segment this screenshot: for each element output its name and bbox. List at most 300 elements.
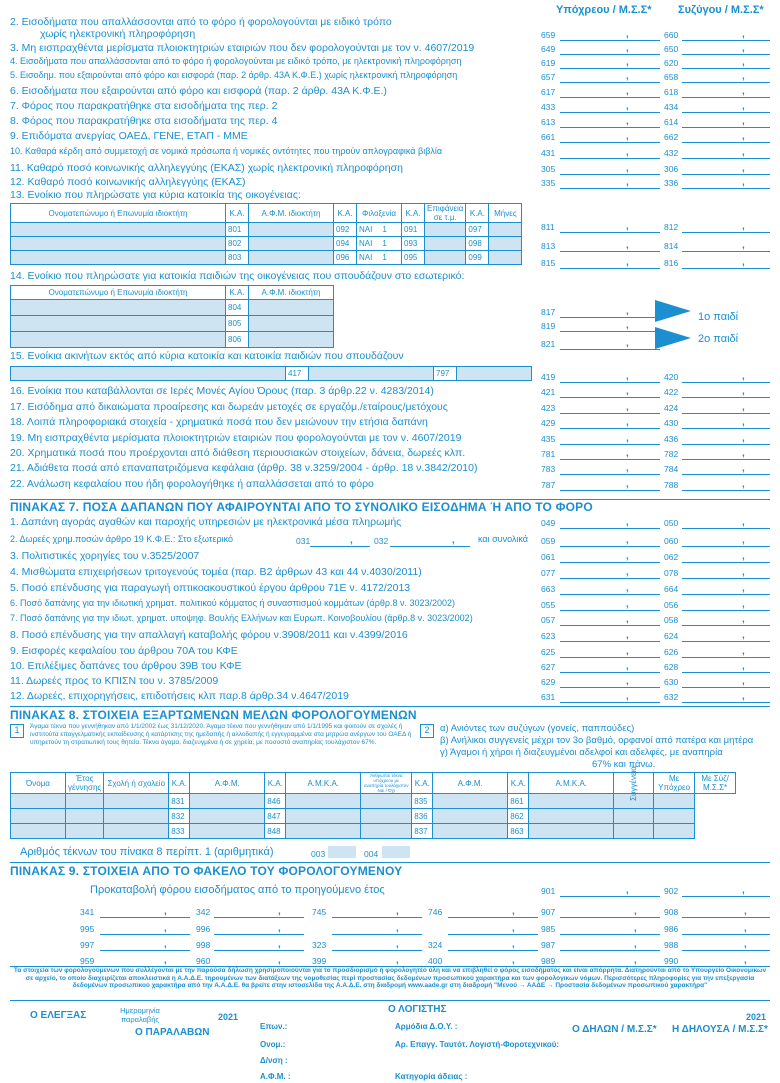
row-b-3-comma-2: , (742, 433, 745, 444)
p9-3-0-code: 959 (80, 956, 95, 966)
p8-1-school-input[interactable] (104, 809, 169, 824)
r13-amt-1-code-2: 814 (664, 241, 679, 251)
p9-2-5-input[interactable] (682, 938, 770, 951)
p7-r2-input-1[interactable] (560, 534, 660, 547)
p8-0-ka-a: 831 (169, 794, 190, 809)
p7-row-9-input-2[interactable] (682, 690, 770, 703)
r13-amt-0-comma-1: , (626, 221, 629, 232)
row-a-1-input-2[interactable] (682, 28, 770, 41)
r13-1-afm-input[interactable] (249, 237, 334, 251)
p8-1-disability-input[interactable] (361, 809, 412, 824)
r14-input-1[interactable] (560, 319, 660, 332)
p9-0-3-comma: , (512, 906, 515, 917)
row-a-11-input-2[interactable] (682, 176, 770, 189)
r15-amt-input-2[interactable] (682, 370, 770, 383)
r13-amt-2-comma-1: , (626, 257, 629, 268)
row-b-4-comma-1: , (626, 448, 629, 459)
r14-h-name: Ονοματεπώνυμο ή Επωνυμία ιδιοκτήτη (11, 286, 226, 300)
p7-r2-k1: 031 (296, 536, 311, 546)
p7-row-8-input-1[interactable] (560, 675, 660, 688)
r13-2-afm-input[interactable] (249, 251, 334, 265)
r14-h-ka: Κ.Α. (226, 286, 249, 300)
p8-h-afm: Α.Φ.Μ. (190, 773, 265, 794)
p8-children-2-input[interactable] (382, 846, 410, 858)
p7-r1-label: 1. Δαπάνη αγοράς αγαθών και παροχής υπηρεσιών με ηλεκτρονικά μέσα πληρωμής (10, 516, 402, 528)
p7-row-4-input-2[interactable] (682, 613, 770, 626)
p7-row-2-comma-2: , (742, 583, 745, 594)
p7-row-5-input-2[interactable] (682, 629, 770, 642)
row-a-8-input-1[interactable] (560, 130, 660, 143)
row-b-4-input-2[interactable] (682, 447, 770, 460)
p7-row-5-code-2: 624 (664, 631, 679, 641)
p8-0-afm-input[interactable] (190, 794, 265, 809)
r13-0-area-input[interactable] (425, 223, 466, 237)
p8-2-school-input[interactable] (104, 824, 169, 839)
p7-row-0-code-2: 062 (664, 552, 679, 562)
row-b-1-comma-2: , (742, 402, 745, 413)
p7-r2-input-2[interactable] (682, 534, 770, 547)
r13-1-area-input[interactable] (425, 237, 466, 251)
r14-1-ka: 805 (226, 316, 249, 332)
p8-0-name-input[interactable] (11, 794, 66, 809)
row-b-6-input-1[interactable] (560, 478, 660, 491)
p8-box-1: 1 (10, 724, 24, 738)
row-a-7-code-1: 613 (541, 117, 556, 127)
p8-0-amka2-input[interactable] (529, 794, 614, 809)
r13-2-k2: 096 (334, 251, 357, 265)
p9-1-2-input[interactable] (332, 922, 422, 935)
r15-cell-c[interactable] (457, 367, 532, 381)
row-a-9-code-2: 432 (664, 148, 679, 158)
row-b-5-comma-2: , (742, 463, 745, 474)
r13-amt-0-input-1[interactable] (560, 220, 660, 233)
p7-row-0-input-2[interactable] (682, 550, 770, 563)
row-b-0-input-2[interactable] (682, 385, 770, 398)
r14-title: 14. Ενοίκιο που πληρώσατε για κατοικία παιδιών της οικογένειας που σπουδάζουν στο εσωτερικό: (10, 270, 465, 282)
p8-2-with-spouse-input[interactable] (654, 824, 695, 839)
p8-1-year-input[interactable] (66, 809, 104, 824)
row-a-10-code-1: 305 (541, 164, 556, 174)
r14-0-afm-input[interactable] (249, 300, 334, 316)
p7-row-6-code-2: 626 (664, 647, 679, 657)
p8-2-afm2-input[interactable] (433, 824, 508, 839)
row-a-4-comma-1: , (626, 71, 629, 82)
p8-0-amka-input[interactable] (286, 794, 361, 809)
p7-row-7-code-2: 628 (664, 662, 679, 672)
p7-r2-k1-comma: , (350, 535, 353, 546)
row-a-11-comma-2: , (742, 177, 745, 188)
p9-1-0-comma: , (164, 923, 167, 934)
p9-1-0-input[interactable] (100, 922, 190, 935)
row-a-1-input-1[interactable] (560, 28, 660, 41)
p9-1-4-input[interactable] (560, 922, 660, 935)
row-a-4-input-2[interactable] (682, 70, 770, 83)
p8-0-disability-input[interactable] (361, 794, 412, 809)
r13-amt-2-comma-2: , (742, 257, 745, 268)
row-a-8-label: 9. Επιδόματα ανεργίας ΟΑΕΔ, ΓΕΝΕ, ΕΤΑΠ - ΜΜΕ (10, 130, 248, 142)
p7-row-3-input-2[interactable] (682, 598, 770, 611)
r13-amt-1-input-2[interactable] (682, 239, 770, 252)
p9-0-1-input[interactable] (214, 905, 304, 918)
row-a-9-input-2[interactable] (682, 146, 770, 159)
row-b-4-code-1: 781 (541, 449, 556, 459)
row-b-4-input-1[interactable] (560, 447, 660, 460)
p8-0-ka-c: 835 (412, 794, 433, 809)
r13-h-ka: Κ.Α. (226, 204, 249, 223)
row-b-5-label: 21. Αδιάθετα ποσά από επαναπατριζόμενα κεφάλαια (άρθρ. 38 ν.3259/2004 - άρθρ. 18 ν.3842/2010) (10, 462, 478, 474)
r14-0-ka: 804 (226, 300, 249, 316)
r13-0-k2: 092 (334, 223, 357, 237)
p8-0-year-input[interactable] (66, 794, 104, 809)
row-a-6-input-1[interactable] (560, 100, 660, 113)
r15-amt-input-1[interactable] (560, 370, 660, 383)
row-a-9-input-1[interactable] (560, 146, 660, 159)
p8-1-ka-b: 847 (265, 809, 286, 824)
row-a-7-label: 8. Φόρος που παρακρατήθηκε στα εισοδήματα της περ. 4 (10, 115, 278, 127)
row-a-10-input-1[interactable] (560, 162, 660, 175)
p9-1-5-code: 986 (664, 924, 679, 934)
p8-0-ka-b: 846 (265, 794, 286, 809)
row-a-10-input-2[interactable] (682, 162, 770, 175)
p9-0-3-input[interactable] (448, 905, 538, 918)
row-b-1-input-1[interactable] (560, 401, 660, 414)
r13-0-afm-input[interactable] (249, 223, 334, 237)
p9-2-4-comma: , (634, 939, 637, 950)
p9-2-2-input[interactable] (332, 938, 422, 951)
r14-0-name-input[interactable] (11, 300, 226, 316)
r14-1-afm-input[interactable] (249, 316, 334, 332)
r13-2-area-input[interactable] (425, 251, 466, 265)
row-a-6-code-2: 434 (664, 102, 679, 112)
r13-1-one: 1 (382, 239, 387, 248)
r14-code-2: 821 (541, 339, 556, 349)
footer-date-label: Ημερομηνία παραλαβής (120, 1006, 160, 1024)
footer-tax-id: Αρ. Επαγγ. Ταυτότ. Λογιστή-Φοροτεχνικού: (395, 1040, 560, 1049)
p9-2-3-code: 324 (428, 940, 443, 950)
r13-0-one: 1 (382, 225, 387, 234)
p9-2-3-comma: , (512, 939, 515, 950)
r14-input-2[interactable] (560, 337, 660, 350)
p8-h-amka2: Α.Μ.Κ.Α. (529, 773, 614, 794)
p7-row-5-comma-1: , (626, 630, 629, 641)
row-b-3-comma-1: , (626, 433, 629, 444)
row-b-5-input-2[interactable] (682, 462, 770, 475)
p7-row-1-comma-1: , (626, 567, 629, 578)
p8-h-afm2: Α.Φ.Μ. (433, 773, 508, 794)
r13-amt-0-comma-2: , (742, 221, 745, 232)
p7-row-2-input-1[interactable] (560, 582, 660, 595)
row-a-9-comma-2: , (742, 147, 745, 158)
p7-row-4-label: 7. Ποσό δαπάνης για την ιδιωτ. χρηματ. υποψηφ. Βουλής Ελλήνων και Ευρωπ. Κοινοβουλίου (άρθρ.8 ν. 3023/2002) (10, 613, 473, 623)
row-b-5-input-1[interactable] (560, 462, 660, 475)
row-a-6-comma-1: , (626, 101, 629, 112)
p7-row-8-code-1: 629 (541, 677, 556, 687)
row-b-3-label: 19. Μη εισπραχθέντα μερίσματα πλοιοκτητριών εταιριών που φορολογούνται με τον ν. 4607/2019 (10, 432, 462, 444)
p8-0-with-spouse-input[interactable] (654, 794, 695, 809)
r15-cell-b[interactable] (309, 367, 434, 381)
p9-2-4-input[interactable] (560, 938, 660, 951)
p7-row-0-input-1[interactable] (560, 550, 660, 563)
r15-k2: 797 (434, 367, 457, 381)
r13-2-name-input[interactable] (11, 251, 226, 265)
p7-row-7-code-1: 627 (541, 662, 556, 672)
p8-2-amka-input[interactable] (286, 824, 361, 839)
row-b-1-input-2[interactable] (682, 401, 770, 414)
p8-2-afm-input[interactable] (190, 824, 265, 839)
r15-amt-comma-1: , (626, 371, 629, 382)
r13-2-hosting (357, 251, 402, 265)
row-a-6-input-2[interactable] (682, 100, 770, 113)
p7-row-5-input-1[interactable] (560, 629, 660, 642)
r14-2-afm-input[interactable] (249, 332, 334, 348)
p7-row-6-input-1[interactable] (560, 645, 660, 658)
p8-2-name-input[interactable] (11, 824, 66, 839)
p7-row-7-comma-2: , (742, 661, 745, 672)
p8-note-2a: α) Ανιόντες των συζύγων (γονείς, παππούδες) (440, 723, 635, 734)
p8-1-with-spouse-input[interactable] (654, 809, 695, 824)
p9-0-5-input[interactable] (682, 905, 770, 918)
p9-3-2-comma: , (396, 955, 399, 966)
r13-1-hosting (357, 237, 402, 251)
p9-0-0-code: 341 (80, 907, 95, 917)
r13-1-name-input[interactable] (11, 237, 226, 251)
row-a-3-input-2[interactable] (682, 56, 770, 69)
footer-receiver: Ο ΠΑΡΑΛΑΒΩΝ (135, 1027, 210, 1038)
p8-1-ka-c: 836 (412, 809, 433, 824)
row-a-2-input-2[interactable] (682, 42, 770, 55)
r13-1-nai-text: ΝΑΙ (359, 239, 373, 248)
p8-1-with-taxpayer-input[interactable] (614, 809, 654, 824)
p8-1-afm2-input[interactable] (433, 809, 508, 824)
p9-2-0-input[interactable] (100, 938, 190, 951)
p9-1-5-input[interactable] (682, 922, 770, 935)
p8-2-with-taxpayer-input[interactable] (614, 824, 654, 839)
p8-1-name-input[interactable] (11, 809, 66, 824)
row-a-8-code-1: 661 (541, 132, 556, 142)
row-a-9-comma-1: , (626, 147, 629, 158)
p8-table (10, 765, 736, 839)
row-b-0-code-2: 422 (664, 387, 679, 397)
p9-3-1-code: 960 (196, 956, 211, 966)
row-b-2-code-1: 429 (541, 418, 556, 428)
p9-2-1-input[interactable] (214, 938, 304, 951)
r13-0-name-input[interactable] (11, 223, 226, 237)
row-b-3-input-2[interactable] (682, 432, 770, 445)
row-a-8-input-2[interactable] (682, 130, 770, 143)
r13-0-months-input[interactable] (489, 223, 522, 237)
p7-r2-k2-comma: , (452, 535, 455, 546)
p9-2-4-code: 987 (541, 940, 556, 950)
row-a-11-code-1: 335 (541, 178, 556, 188)
r14-1-name-input[interactable] (11, 316, 226, 332)
row-a-7-input-2[interactable] (682, 115, 770, 128)
p9-0-4-input[interactable] (560, 905, 660, 918)
row-b-0-input-1[interactable] (560, 385, 660, 398)
row-a-11-code-2: 336 (664, 178, 679, 188)
row-a-1-code-1: 659 (541, 30, 556, 40)
p8-2-ka-d: 863 (508, 824, 529, 839)
p7-row-2-code-2: 664 (664, 584, 679, 594)
p7-r2-comma-2: , (742, 535, 745, 546)
child-2-label: 2ο παιδί (698, 333, 739, 345)
p7-row-8-comma-2: , (742, 676, 745, 687)
p9-pre-code-2: 902 (664, 886, 679, 896)
row-a-10-comma-1: , (626, 163, 629, 174)
r13-h-ka3: Κ.Α. (402, 204, 425, 223)
row-a-7-input-1[interactable] (560, 115, 660, 128)
row-b-3-code-1: 435 (541, 434, 556, 444)
r13-1-ka: 802 (226, 237, 249, 251)
row-b-2-input-2[interactable] (682, 416, 770, 429)
r13-1-k4: 098 (466, 237, 489, 251)
r15-amt-comma-2: , (742, 371, 745, 382)
row-a-8-comma-2: , (742, 131, 745, 142)
p9-2-1-code: 998 (196, 940, 211, 950)
r13-amt-2-input-1[interactable] (560, 256, 660, 269)
p8-0-afm2-input[interactable] (433, 794, 508, 809)
p9-0-2-input[interactable] (332, 905, 422, 918)
p9-1-1-input[interactable] (214, 922, 304, 935)
footer-notice: Τα στοιχεία των φορολογούμενων που συλλέγονται με την παρούσα δήλωση χρησιμοποιούνται για το προσδιορισμό ή φορολογητέο ύλη και να επιβληθεί ο φόρος εισοδήματος και είναι απόρρητα. Διατηρούνται από το Υπουργείο Οικονομικών σε αρχείο, το οποίο διαχειρίζεται αποκλειστικά η Α.Α.Δ.Ε. τηρουμένων των διατάξεων της νομοθεσίας περί προστασίας δεδομένων προσωπικού χαρακτήρα και των φορολογικών νόμων. Περισσότερες πληροφορίες για την επεξεργασία δεδομένων προσωπικού χαρακτήρα από την Α.Α.Δ.Ε. θα βρείτε στην ιστοσελίδα της Α.Α.Δ.Ε. στη διαδρομή www.aade.gr στη διαδρομή "Μενού → ΑΑΔΕ → Προστασία δεδομένων προσωπικού χαρακτήρα" (13, 967, 767, 989)
p9-2-3-input[interactable] (448, 938, 538, 951)
row-a-1-code-2: 660 (664, 30, 679, 40)
r14-comma-1: , (626, 320, 629, 331)
p8-0-ka-d: 861 (508, 794, 529, 809)
r13-amt-0-input-2[interactable] (682, 220, 770, 233)
p8-note-2b: β) Ανήλικοι συγγενείς μέχρι τον 3ο βαθμό, ορφανοί από πατέρα και μητέρα (440, 735, 754, 746)
p7-r2-code-1: 059 (541, 536, 556, 546)
r15-cell-a[interactable] (11, 367, 286, 381)
row-a-3-input-1[interactable] (560, 56, 660, 69)
r13-title: 13. Ενοίκιο που πληρώσατε για κύρια κατοικία της οικογένειας: (10, 189, 301, 201)
row-b-1-code-1: 423 (541, 403, 556, 413)
row-b-6-input-2[interactable] (682, 478, 770, 491)
r13-amt-1-comma-1: , (626, 240, 629, 251)
r13-h-name: Ονοματεπώνυμο ή Επωνυμία ιδιοκτήτη (11, 204, 226, 223)
p7-row-3-comma-1: , (626, 599, 629, 610)
p8-children-1-input[interactable] (328, 846, 356, 858)
p8-2-year-input[interactable] (66, 824, 104, 839)
r14-input-0[interactable] (560, 305, 660, 318)
footer-checked: Ο ΕΛΕΓΞΑΣ (30, 1010, 87, 1021)
row-b-6-code-2: 788 (664, 480, 679, 490)
p7-row-3-code-2: 056 (664, 600, 679, 610)
p7-row-3-input-1[interactable] (560, 598, 660, 611)
p7-r1-comma-1: , (626, 517, 629, 528)
row-a-5-comma-2: , (742, 86, 745, 97)
p7-row-8-input-2[interactable] (682, 675, 770, 688)
p7-r2-comma-1: , (626, 535, 629, 546)
p8-h-name: Όνομα (11, 773, 66, 794)
p8-note-1: Άγαμα τέκνα που γεννήθηκαν από 1/1/2002 έως 31/12/2020. Άγαμα τέκνα που γεννήθηκαν από 1/1/1995 και φοιτούν σε σχολές ή ινστιτούτα επαγγελματικής εκπαίδευσης ή κατάρτισης της ημεδαπής ή αλλοδαπής ή εγγεγραμμένα στα μητρώα ανέργων του ΟΑΕΔ ή υπηρετούν τη στρατιωτική τους θητεία. Τέκνα άγαμα, διαζευγμένα ή σε χηρεία, με ποσοστό αναπηρίας τουλάχιστον 67%. (30, 723, 412, 746)
p8-children-label: Αριθμός τέκνων του πίνακα 8 περίπτ. 1 (αριθμητικά) (20, 846, 274, 858)
p9-pre-label: Προκαταβολή φόρου εισοδήματος από το προηγούμενο έτος (90, 884, 385, 896)
r15-amt-code-2: 420 (664, 372, 679, 382)
p9-3-3-code: 400 (428, 956, 443, 966)
p7-row-2-input-2[interactable] (682, 582, 770, 595)
p8-2-ka-b: 848 (265, 824, 286, 839)
p8-2-disability-input[interactable] (361, 824, 412, 839)
p7-row-4-input-1[interactable] (560, 613, 660, 626)
divider-signatures (10, 1000, 770, 1001)
p9-0-0-comma: , (164, 906, 167, 917)
row-a-11-input-1[interactable] (560, 176, 660, 189)
p8-h-rel: Συγγένεια (629, 765, 639, 801)
p9-0-5-code: 908 (664, 907, 679, 917)
row-a-7-comma-1: , (626, 116, 629, 127)
r13-h-epif: Επιφάνεια σε τ.μ. (425, 204, 466, 223)
p9-1-5-comma: , (744, 923, 747, 934)
p8-2-amka2-input[interactable] (529, 824, 614, 839)
p7-row-9-input-1[interactable] (560, 690, 660, 703)
p9-pre-input-1[interactable] (560, 884, 660, 897)
footer-afm: Α.Φ.Μ. : (260, 1072, 291, 1081)
p7-row-7-input-1[interactable] (560, 660, 660, 673)
p9-2-0-comma: , (164, 939, 167, 950)
row-a-6-code-1: 433 (541, 102, 556, 112)
r14-comma-0: , (626, 306, 629, 317)
row-b-2-label: 18. Λοιπά πληροφοριακά στοιχεία - χρηματικά ποσά που δεν μειώνουν την ετήσια δαπάνη (10, 416, 428, 428)
r14-h-afm: Α.Φ.Μ. ιδιοκτήτη (249, 286, 334, 300)
p7-row-9-comma-2: , (742, 691, 745, 702)
r14-2-name-input[interactable] (11, 332, 226, 348)
p7-r1-code-1: 049 (541, 518, 556, 528)
row-b-3-input-1[interactable] (560, 432, 660, 445)
row-a-8-comma-1: , (626, 131, 629, 142)
row-a-2-input-1[interactable] (560, 42, 660, 55)
row-a-4-label: 5. Εισοδημ. που εξαιρούνται από φόρο και εισφορά (παρ. 2 άρθρ. 43Α Κ.Φ.Ε.) χωρίς ηλεκτρονική πληροφόρηση (10, 70, 458, 80)
r14-comma-2: , (626, 338, 629, 349)
row-a-5-input-1[interactable] (560, 85, 660, 98)
p8-note-2d: 67% και πάνω. (592, 759, 656, 770)
p8-1-afm-input[interactable] (190, 809, 265, 824)
p8-1-amka2-input[interactable] (529, 809, 614, 824)
r13-amt-1-input-1[interactable] (560, 239, 660, 252)
r13-h-afm: Α.Φ.Μ. ιδιοκτήτη (249, 204, 334, 223)
arrow-child-1-icon (655, 300, 691, 322)
p8-0-school-input[interactable] (104, 794, 169, 809)
p7-r1-input-2[interactable] (682, 516, 770, 529)
p7-row-0-code-1: 061 (541, 552, 556, 562)
p9-1-3-input[interactable] (448, 922, 538, 935)
row-a-4-input-1[interactable] (560, 70, 660, 83)
p7-r1-input-1[interactable] (560, 516, 660, 529)
p7-r1-comma-2: , (742, 517, 745, 528)
p9-0-0-input[interactable] (100, 905, 190, 918)
p7-row-1-code-2: 078 (664, 568, 679, 578)
row-a-5-input-2[interactable] (682, 85, 770, 98)
p7-row-0-comma-1: , (626, 551, 629, 562)
p7-row-6-input-2[interactable] (682, 645, 770, 658)
p8-h-school: Σχολή ή σχολείο (104, 773, 169, 794)
r13-amt-2-input-2[interactable] (682, 256, 770, 269)
p9-pre-input-2[interactable] (682, 884, 770, 897)
row-b-2-input-1[interactable] (560, 416, 660, 429)
r13-1-k3: 093 (402, 237, 425, 251)
p7-row-1-input-1[interactable] (560, 566, 660, 579)
p7-row-1-input-2[interactable] (682, 566, 770, 579)
r13-2-months-input[interactable] (489, 251, 522, 265)
row-b-4-code-2: 782 (664, 449, 679, 459)
r13-amt-0-code-1: 811 (541, 222, 555, 232)
p7-row-6-comma-1: , (626, 646, 629, 657)
p7-row-7-input-2[interactable] (682, 660, 770, 673)
p8-h-ka3: Κ.Α. (412, 773, 433, 794)
p8-1-amka-input[interactable] (286, 809, 361, 824)
row-a-9-label: 10. Καθαρά κέρδη από συμμετοχή σε νομικά πρόσωπα ή νομικές οντότητες που τηρούν απλογραφικά βιβλία (10, 146, 443, 156)
p9-0-4-code: 907 (541, 907, 556, 917)
r13-1-months-input[interactable] (489, 237, 522, 251)
